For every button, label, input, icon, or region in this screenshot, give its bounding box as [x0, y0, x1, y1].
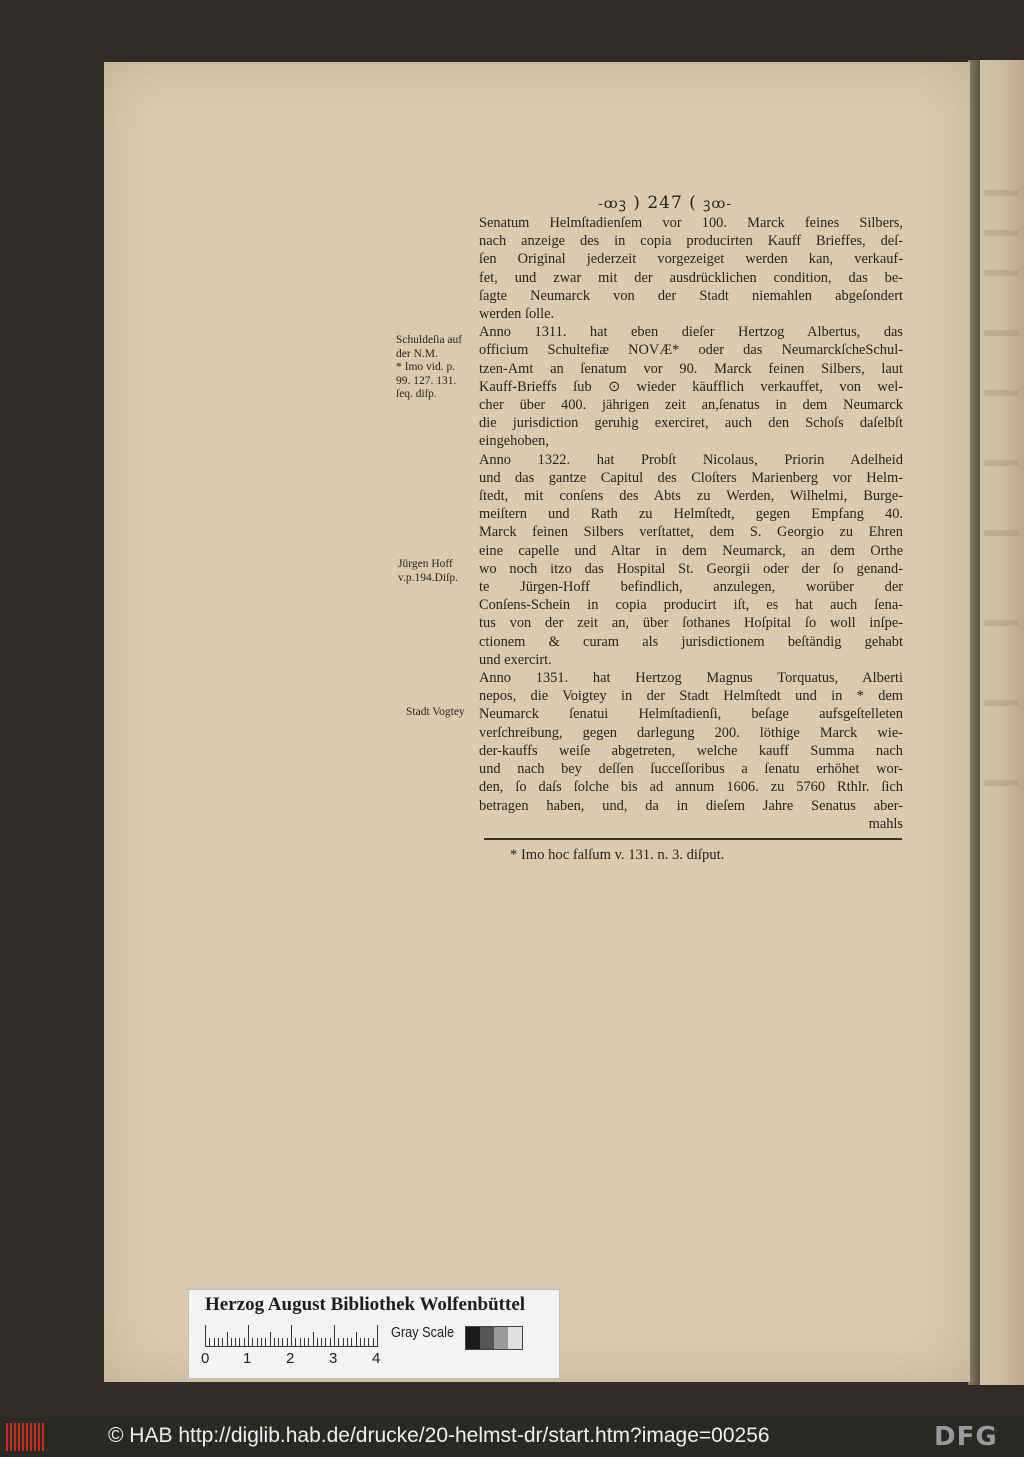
ruler-tick	[248, 1325, 249, 1347]
body-line: mahls	[868, 815, 903, 832]
barcode-bar	[26, 1423, 28, 1451]
ruler-tick	[308, 1338, 309, 1347]
ruler-tick	[270, 1332, 271, 1347]
ruler-tick	[356, 1332, 357, 1347]
body-line: ſen Original jederzeit vorgezeiget werden kan, verkauf-	[479, 251, 903, 268]
body-line: betragen haben, und, da in dieſem Jahre Senatus aber-	[479, 797, 903, 814]
body-line: ctionem & curam als jurisdictionem beſtändig gehabt	[479, 633, 903, 650]
body-line: verſchreibung, gegen darlegung 200. löthige Marck wie-	[479, 724, 903, 741]
body-line: eingehoben,	[479, 433, 549, 450]
body-line: und exercirt.	[479, 651, 552, 668]
ruler-tick	[265, 1338, 266, 1347]
body-line: Conſens-Schein in copia producirt iſt, es hat auch ſena-	[479, 597, 903, 614]
ruler-tick	[360, 1338, 361, 1347]
header-ornament-left: -ꝏꝫ	[598, 196, 627, 212]
barcode-bar	[42, 1423, 44, 1451]
ruler-tick	[304, 1338, 305, 1347]
ruler-tick	[325, 1338, 326, 1347]
gray-swatch	[494, 1327, 508, 1349]
body-line: ſagte Neumarck von der Stadt niemahlen abgeſondert	[479, 287, 903, 304]
ruler-tick	[244, 1338, 245, 1347]
gray-scale-swatches	[465, 1326, 523, 1350]
barcode-icon	[6, 1423, 46, 1451]
dfg-logo: DFG	[934, 1422, 998, 1452]
body-line: eine capelle und Altar in dem Neumarck, an dem Orthe	[479, 542, 903, 559]
ruler-tick	[205, 1325, 206, 1347]
scale-number: 2	[286, 1350, 295, 1367]
gray-swatch	[508, 1327, 522, 1349]
header-ornament-right: ꝫꝏ-	[703, 196, 733, 212]
ruler-tick	[287, 1338, 288, 1347]
ruler-tick	[300, 1338, 301, 1347]
body-line: tus von der zeit an, über ſothanes Hoſpital ſo woll inſpe-	[479, 615, 903, 632]
margin-note-line: Schuldeſia auf	[396, 334, 463, 346]
barcode-bar	[34, 1423, 36, 1451]
ruler-tick	[377, 1325, 378, 1347]
margin-note-juergen-hoff	[398, 558, 458, 585]
ruler-tick	[278, 1338, 279, 1347]
footer-bar	[0, 1417, 1024, 1457]
body-line: wo noch itzo das Hospital St. Georgii oder der ſo genand-	[479, 560, 903, 577]
margin-note-line: der N.M.	[396, 347, 438, 360]
source-url[interactable]: © HAB http://diglib.hab.de/drucke/20-helmst-dr/start.htm?image=00256	[108, 1424, 770, 1447]
ruler-tick	[227, 1332, 228, 1347]
ruler-tick	[330, 1338, 331, 1347]
ruler-tick	[338, 1338, 339, 1347]
body-line: officium Schultefiæ NOVÆ* oder das NeumarckſcheSchul-	[479, 342, 903, 359]
ruler-tick	[274, 1338, 275, 1347]
footnote: * Imo hoc falſum v. 131. n. 3. diſput.	[510, 847, 725, 863]
margin-note-line: Jürgen Hoff	[398, 558, 453, 570]
page-number: ) 247 (	[633, 193, 697, 213]
margin-note-line: v.p.194.Diſp.	[398, 571, 458, 584]
ruler-tick	[222, 1338, 223, 1347]
barcode-bar	[38, 1423, 40, 1451]
body-line: nepos, die Voigtey in der Stadt Helmſtedt und in * dem	[479, 688, 903, 705]
ruler-tick	[334, 1325, 335, 1347]
body-line: te Jürgen-Hoff befindlich, anzulegen, worüber der	[479, 579, 903, 596]
page-header	[598, 193, 732, 213]
ruler-tick	[347, 1338, 348, 1347]
ruler-tick	[261, 1338, 262, 1347]
body-text	[479, 214, 903, 833]
body-line: Neumarck ſenatui Helmſtadienſi, beſage aufsgeſtelleten	[479, 706, 903, 723]
ruler-tick	[231, 1338, 232, 1347]
body-line: Anno 1311. hat eben dieſer Hertzog Albertus, das	[479, 324, 903, 341]
body-line: und nach bey deſſen ſucceſſoribus a ſenatu erhöhet wor-	[479, 761, 903, 778]
body-line: der-kauffs weiſe abgetreten, welche kauff Summa nach	[479, 742, 903, 759]
ruler-tick	[209, 1338, 210, 1347]
barcode-bar	[18, 1423, 20, 1451]
ruler-tick	[257, 1338, 258, 1347]
body-line: Anno 1351. hat Hertzog Magnus Torquatus, Alberti	[479, 670, 903, 687]
margin-note-line: Stadt Vogtey	[406, 706, 465, 718]
body-line: cher über 400. jährigen zeit an,ſenatus in dem Neumarck	[479, 397, 903, 414]
color-calibration-card	[188, 1289, 560, 1379]
body-line: fet, und zwar mit der ausdrücklichen condition, das be-	[479, 269, 903, 286]
ruler-tick	[317, 1338, 318, 1347]
body-line: nach anzeige des in copia producirten Kauff Brieffes, deſ-	[479, 233, 903, 250]
ruler-tick	[235, 1338, 236, 1347]
ruler-tick	[239, 1338, 240, 1347]
gray-scale-label: Gray Scale	[391, 1324, 455, 1341]
scale-number: 1	[243, 1350, 252, 1367]
margin-note-line: ſeq. diſp.	[396, 388, 437, 400]
adjacent-page-edge	[978, 60, 1024, 1385]
ruler-tick	[218, 1338, 219, 1347]
ruler-tick	[252, 1338, 253, 1347]
body-line: Senatum Helmſtadienſem vor 100. Marck feines Silbers,	[479, 215, 903, 231]
ruler-tick	[291, 1325, 292, 1347]
barcode-bar	[14, 1423, 16, 1451]
ruler-tick	[295, 1338, 296, 1347]
ruler-tick	[313, 1332, 314, 1347]
gray-swatch	[480, 1327, 494, 1349]
body-line: tzen-Amt an ſenatum vor 90. Marck feinen Silbers, laut	[479, 360, 903, 377]
body-line: Kauff-Brieffs ſub ⊙ wieder käufflich verkauffet, von wel-	[479, 378, 903, 395]
body-line: die jurisdiction geruhig exerciret, auch den Schoſs daſelbſt	[479, 415, 903, 432]
ruler-tick	[321, 1338, 322, 1347]
footnote-rule	[484, 838, 902, 840]
ruler-tick	[351, 1338, 352, 1347]
ruler-tick	[373, 1338, 374, 1347]
barcode-bar	[22, 1423, 24, 1451]
body-line: ſtedt, mit conſens des Abts zu Werden, Wilhelmi, Burge-	[479, 488, 903, 505]
body-line: den, ſo daſs ſolche bis ad annum 1606. zu 5760 Rthlr. ſich	[479, 779, 903, 796]
scale-number: 0	[201, 1350, 210, 1367]
ruler-tick	[214, 1338, 215, 1347]
body-line: Marck feinen Silbers verſtattet, dem S. Georgio zu Ehren	[479, 524, 903, 541]
library-name: Herzog August Bibliothek Wolfenbüttel	[205, 1294, 526, 1315]
body-line: meiſtern und Rath zu Helmſtedt, gegen Empfang 40.	[479, 506, 903, 523]
ruler-tick	[368, 1338, 369, 1347]
scale-number: 3	[329, 1350, 338, 1367]
gray-swatch	[466, 1327, 480, 1349]
scale-number: 4	[372, 1350, 381, 1367]
margin-note-line: 99. 127. 131.	[396, 374, 457, 387]
barcode-bar	[6, 1423, 8, 1451]
margin-note-line: * Imo vid. p.	[396, 361, 456, 373]
ruler-tick	[343, 1338, 344, 1347]
barcode-bar	[30, 1423, 32, 1451]
body-line: und das gantze Capitul des Cloſters Marienberg vor Helm-	[479, 469, 903, 486]
ruler-tick	[282, 1338, 283, 1347]
margin-note-schultesia	[396, 334, 462, 402]
margin-note-stadt-vogtey	[406, 706, 465, 720]
body-line: werden ſolle.	[479, 306, 555, 323]
ruler-tick	[364, 1338, 365, 1347]
scale-ruler	[205, 1323, 377, 1347]
body-line: Anno 1322. hat Probſt Nicolaus, Priorin Adelheid	[479, 451, 903, 468]
barcode-bar	[10, 1423, 12, 1451]
